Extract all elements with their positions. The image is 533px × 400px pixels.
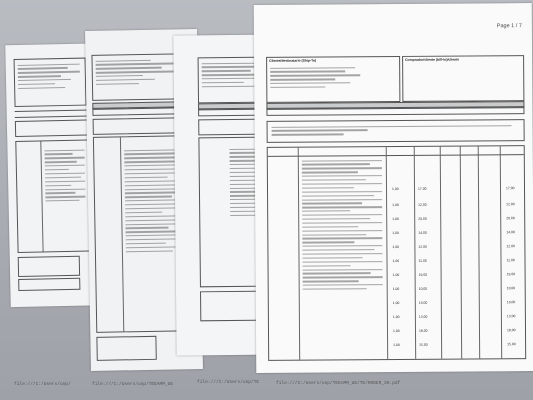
buyer-block xyxy=(91,53,182,101)
ship-to-block xyxy=(266,56,400,103)
qty-cell: 1,00 xyxy=(392,300,400,306)
total-cell: 18,00 xyxy=(506,328,516,333)
price-cell: 20,00 xyxy=(418,216,427,221)
page-footer-url: file:///C:/Users/unp/TE xyxy=(197,380,260,385)
totals-box xyxy=(200,291,262,322)
page-footer-url: file:///C:/Users/unp/TEEAMM_UE xyxy=(92,382,174,387)
qty-cell: 1,00 xyxy=(392,272,400,278)
price-cell: 15,00 xyxy=(419,342,428,347)
price-cell: 14,00 xyxy=(418,230,427,235)
total-cell: 14,00 xyxy=(506,230,515,235)
total-cell: 17,00 xyxy=(505,186,515,191)
price-cell: 11,00 xyxy=(418,258,427,263)
totals-box xyxy=(18,256,80,277)
price-cell: 12,00 xyxy=(418,244,427,249)
document-sheet-4 xyxy=(254,3,533,373)
price-cell: 16,00 xyxy=(418,300,428,305)
line-items-table xyxy=(267,145,526,361)
price-cell: 12,00 xyxy=(418,202,427,207)
qty-cell: 1,00 xyxy=(391,186,399,192)
price-cell: 13,00 xyxy=(418,314,428,319)
totals-box xyxy=(96,336,156,361)
qty-cell: 1,00 xyxy=(392,328,400,334)
total-cell: 10,00 xyxy=(506,286,516,291)
qty-cell: 1,00 xyxy=(392,216,399,222)
total-cell: 12,00 xyxy=(506,202,515,207)
price-cell: 18,00 xyxy=(418,328,428,333)
qty-cell: 1,00 xyxy=(392,286,400,292)
qty-cell: 1,00 xyxy=(392,230,399,236)
page-number: Page 1 / 7 xyxy=(496,23,522,30)
order-description xyxy=(267,119,525,143)
price-cell: 10,00 xyxy=(418,286,428,291)
price-cell: 17,00 xyxy=(417,186,427,191)
qty-cell: 1,00 xyxy=(392,202,399,208)
signature-box xyxy=(18,278,80,291)
total-cell: 15,00 xyxy=(507,342,516,347)
total-cell: 13,00 xyxy=(506,314,516,319)
total-cell: 12,00 xyxy=(506,244,515,249)
total-cell: 19,00 xyxy=(506,272,516,277)
page-footer-url: file:///C:/Users/unp/TEEAMM_UE/TE/RODER_3H.pdf xyxy=(276,381,401,386)
address-block xyxy=(14,58,87,107)
qty-cell: 1,00 xyxy=(393,342,400,348)
qty-cell: 1,00 xyxy=(392,314,400,320)
bill-to-title: Comprador/cliente (bill-to)/cliente xyxy=(405,57,460,62)
total-cell: 11,00 xyxy=(506,258,515,263)
bill-to-block xyxy=(402,55,524,102)
ship-to-title: Cliente/destinatario (Ship-To) xyxy=(269,58,317,63)
qty-cell: 1,00 xyxy=(392,244,400,250)
order-data-row xyxy=(266,106,524,116)
qty-cell: 1,00 xyxy=(392,258,400,264)
total-cell: 20,00 xyxy=(506,216,515,221)
price-cell: 19,00 xyxy=(418,272,428,277)
total-cell: 16,00 xyxy=(506,300,516,305)
page-footer-url: file:///C:/Users/unp/ xyxy=(14,382,71,387)
